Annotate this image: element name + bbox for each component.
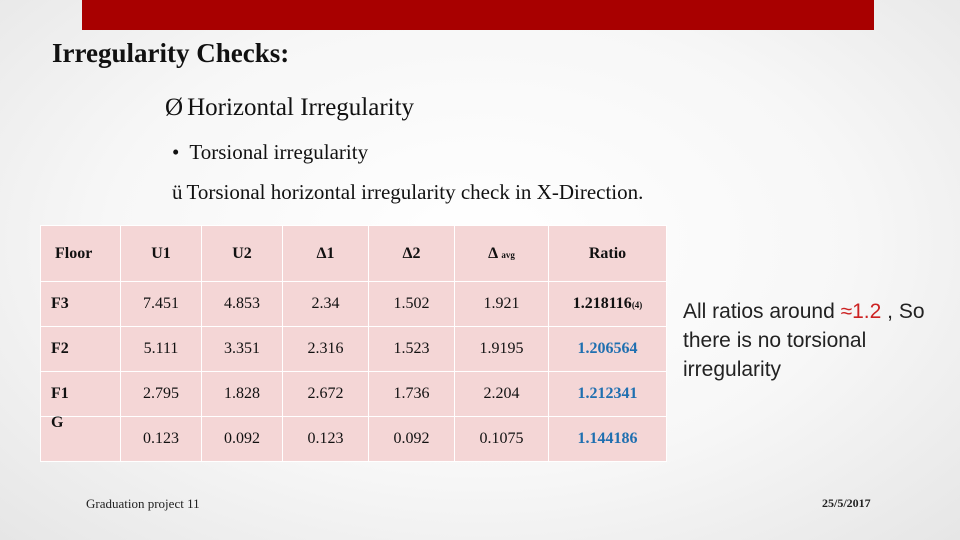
delta-avg-cell: 1.921 <box>455 282 549 327</box>
footer-project-label: Graduation project 11 <box>86 496 200 511</box>
delta2-cell: 0.092 <box>369 417 455 462</box>
table-row <box>41 372 667 417</box>
delta1-cell: 2.34 <box>283 282 369 327</box>
u2-cell: 1.828 <box>202 372 283 417</box>
header-u2: U2 <box>202 226 283 282</box>
table-row <box>41 282 667 327</box>
delta2-cell: 1.736 <box>369 372 455 417</box>
top-accent-bar <box>82 0 874 30</box>
u2-cell: 0.092 <box>202 417 283 462</box>
bullet-torsional-irregularity <box>172 140 368 165</box>
delta1-cell: 0.123 <box>283 417 369 462</box>
bullet-horizontal-irregularity <box>165 94 414 122</box>
header-floor: Floor <box>41 226 121 282</box>
table-row <box>41 417 667 462</box>
u1-cell: 2.795 <box>121 372 202 417</box>
ground-floor-label: G <box>51 414 64 431</box>
floor-cell: F1 <box>41 372 121 417</box>
ratio-cell: 1.218116(4) <box>549 282 667 327</box>
conclusion-note <box>683 297 953 384</box>
floor-cell: F2 <box>41 327 121 372</box>
delta1-cell: 2.316 <box>283 327 369 372</box>
dot-bullet-icon: • <box>172 140 180 164</box>
header-delta1: Δ1 <box>283 226 369 282</box>
u1-cell: 5.111 <box>121 327 202 372</box>
u2-cell: 3.351 <box>202 327 283 372</box>
delta2-cell: 1.523 <box>369 327 455 372</box>
delta-avg-cell: 1.9195 <box>455 327 549 372</box>
u2-cell: 4.853 <box>202 282 283 327</box>
header-delta-avg-sub: avg <box>501 249 515 260</box>
checkmark-bullet-icon: ü <box>172 180 183 204</box>
u1-cell: 0.123 <box>121 417 202 462</box>
table-row <box>41 327 667 372</box>
delta2-cell: 1.502 <box>369 282 455 327</box>
arrow-bullet-icon: Ø <box>165 94 184 121</box>
note-highlight: ≈1.2 <box>840 300 882 323</box>
note-suffix: , So there is no torsional irregularity <box>683 300 925 381</box>
bullet-x-direction-check <box>172 180 643 205</box>
floor-cell: F3 <box>41 282 121 327</box>
bullet-text: Torsional horizontal irregularity check in X-Direction. <box>186 180 644 204</box>
header-delta-avg: Δ avg <box>455 226 549 282</box>
header-delta2: Δ2 <box>369 226 455 282</box>
footer-date: 25/5/2017 <box>822 496 871 510</box>
header-ratio: Ratio <box>549 226 667 282</box>
delta1-cell: 2.672 <box>283 372 369 417</box>
slide-title: Irregularity Checks: <box>52 38 290 68</box>
ratio-cell: 1.206564 <box>549 327 667 372</box>
u1-cell: 7.451 <box>121 282 202 327</box>
torsional-check-table <box>40 225 667 462</box>
note-prefix: All ratios around <box>683 300 841 323</box>
table-header-row <box>41 226 667 282</box>
ratio-footnote: (4) <box>631 300 643 310</box>
header-u1: U1 <box>121 226 202 282</box>
delta-avg-cell: 0.1075 <box>455 417 549 462</box>
bullet-text: Torsional irregularity <box>189 140 369 164</box>
delta-avg-cell: 2.204 <box>455 372 549 417</box>
ratio-cell: 1.212341 <box>549 372 667 417</box>
bullet-text: Horizontal Irregularity <box>187 94 415 121</box>
ratio-cell: 1.144186 <box>549 417 667 462</box>
